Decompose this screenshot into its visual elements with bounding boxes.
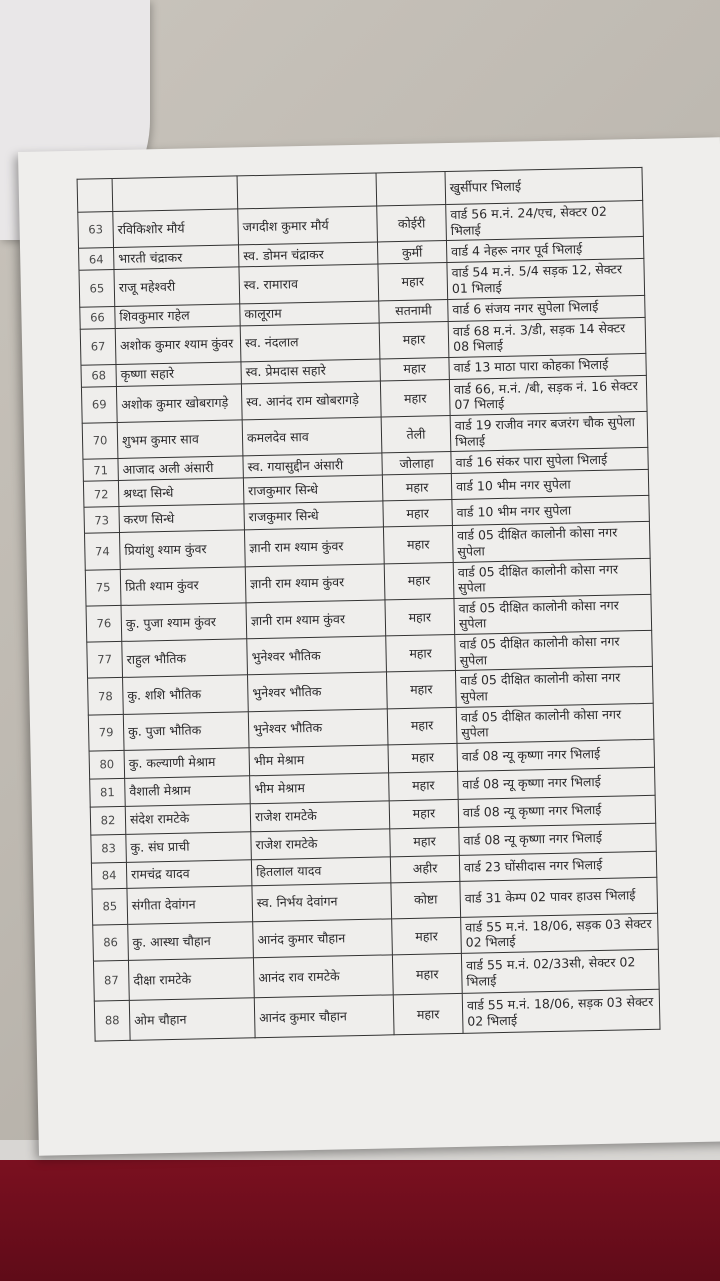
applicant-name-cell: भारती चंद्राकर [114, 245, 239, 270]
row-number-cell: 87 [93, 960, 129, 1001]
caste-cell: कोईरी [377, 205, 447, 243]
applicant-name-cell: कु. संघ प्राची [126, 832, 252, 863]
applicant-name-cell: दीक्षा रामटेके [128, 958, 254, 1001]
row-number-cell: 79 [88, 714, 124, 751]
father-name-cell: ज्ञानी राम श्याम कुंवर [245, 563, 385, 602]
resident-register-table [77, 167, 661, 1042]
desk-surface [0, 1160, 720, 1281]
applicant-name-cell: राजू महेश्वरी [114, 267, 240, 306]
caste-cell: जोलाहा [382, 452, 451, 475]
father-name-cell: स्व. डोमन चंद्राकर [238, 242, 377, 267]
row-number-cell: 63 [78, 212, 114, 249]
father-name-cell: स्व. प्रेमदास सहारे [241, 359, 380, 384]
father-name-cell: स्व. आनंद राम खोबरागड़े [241, 381, 381, 420]
father-name-cell: कालूराम [240, 300, 379, 325]
father-name-cell: राजकुमार सिन्धे [243, 475, 383, 504]
address-cell: वार्ड 05 दीक्षित कालोनी कोसा नगर सुपेला [454, 594, 652, 634]
address-cell: वार्ड 56 म.नं. 24/एच, सेक्टर 02 भिलाई [446, 200, 644, 240]
address-cell: वार्ड 05 दीक्षित कालोनी कोसा नगर सुपेला [455, 667, 653, 707]
caste-cell: महार [389, 771, 459, 800]
father-name-cell: जगदीश कुमार मौर्य [238, 206, 378, 245]
caste-cell: महार [380, 357, 449, 380]
father-name-cell: भुनेश्वर भौतिक [248, 672, 388, 711]
row-number-cell: 76 [86, 605, 122, 642]
caste-cell: तेली [381, 416, 451, 454]
caste-cell: महार [383, 526, 453, 564]
address-cell: वार्ड 05 दीक्षित कालोनी कोसा नगर सुपेला [455, 630, 653, 670]
applicant-name-cell: अशोक कुमार श्याम कुंवर [115, 325, 241, 364]
caste-cell: महार [392, 953, 462, 994]
address-cell: वार्ड 16 संकर पारा सुपेला भिलाई [451, 448, 648, 474]
address-cell: वार्ड 55 म.नं. 18/06, सड़क 03 सेक्टर 02 भिलाई [462, 989, 660, 1033]
header-caste-cell [376, 172, 446, 206]
header-address-cell: खुर्सीपार भिलाई [445, 167, 643, 204]
father-name-cell: आनंद कुमार चौहान [253, 919, 393, 958]
applicant-name-cell: प्रियांशु श्याम कुंवर [119, 530, 245, 569]
caste-cell: महार [386, 634, 456, 672]
row-number-cell: 72 [83, 481, 119, 508]
address-cell: वार्ड 6 संजय नगर सुपेला भिलाई [448, 295, 645, 321]
caste-cell: महार [385, 598, 455, 636]
applicant-name-cell: श्रध्दा सिन्धे [118, 478, 244, 507]
applicant-name-cell: रामचंद्र यादव [126, 860, 252, 889]
applicant-name-cell: शुभम कुमार साव [117, 420, 243, 459]
caste-cell: महार [383, 500, 453, 527]
caste-cell: महार [388, 743, 458, 772]
applicant-name-cell: आजाद अली अंसारी [118, 456, 243, 481]
address-cell: वार्ड 05 दीक्षित कालोनी कोसा नगर सुपेला [453, 558, 651, 598]
caste-cell: अहीर [390, 855, 460, 882]
address-cell: वार्ड 05 दीक्षित कालोनी कोसा नगर सुपेला [452, 522, 650, 562]
address-cell: वार्ड 31 केम्प 02 पावर हाउस भिलाई [460, 877, 658, 917]
address-cell: वार्ड 10 भीम नगर सुपेला [451, 470, 649, 500]
row-number-cell: 86 [93, 924, 129, 961]
address-cell: वार्ड 05 दीक्षित कालोनी कोसा नगर सुपेला [456, 703, 654, 743]
row-number-cell: 77 [87, 641, 123, 678]
father-name-cell: भीम मेश्राम [249, 745, 389, 776]
address-cell: वार्ड 23 घोंसीदास नगर भिलाई [459, 851, 657, 881]
applicant-name-cell: कु. शशि भौतिक [123, 675, 249, 714]
father-name-cell: स्व. नंदलाल [240, 322, 380, 361]
row-number-cell: 73 [84, 507, 120, 534]
father-name-cell: स्व. रामाराव [239, 264, 379, 303]
address-cell: वार्ड 55 म.नं. 02/33सी, सेक्टर 02 भिलाई [461, 949, 659, 993]
address-cell: वार्ड 66, म.नं. /बी, सड़क नं. 16 सेक्टर 07 भिलाई [449, 375, 647, 415]
caste-cell: कुर्मी [377, 241, 446, 264]
applicant-name-cell: वैशाली मेश्राम [125, 776, 251, 807]
father-name-cell: भीम मेश्राम [250, 773, 390, 804]
caste-cell: महार [389, 799, 459, 828]
address-cell: वार्ड 08 न्यू कृष्णा नगर भिलाई [458, 795, 656, 827]
caste-cell: महार [379, 321, 449, 359]
row-number-cell: 80 [89, 750, 125, 779]
row-number-cell: 78 [88, 678, 124, 715]
father-name-cell: भुनेश्वर भौतिक [247, 636, 387, 675]
father-name-cell: स्व. निर्भय देवांगन [252, 883, 392, 922]
row-number-cell: 68 [81, 364, 116, 387]
row-number-cell: 64 [79, 248, 114, 271]
caste-cell: महार [378, 263, 448, 301]
father-name-cell: भुनेश्वर भौतिक [248, 708, 388, 747]
row-number-cell: 82 [90, 806, 126, 835]
header-no-cell [77, 179, 113, 213]
caste-cell: महार [380, 379, 450, 417]
document-page [18, 137, 720, 1155]
father-name-cell: ज्ञानी राम श्याम कुंवर [244, 527, 384, 566]
row-number-cell: 85 [92, 888, 128, 925]
row-number-cell: 65 [79, 270, 115, 307]
header-father-cell [237, 173, 377, 209]
address-cell: वार्ड 08 न्यू कृष्णा नगर भिलाई [458, 767, 656, 799]
row-number-cell: 84 [91, 862, 127, 889]
father-name-cell: राजेश रामटेके [251, 829, 391, 860]
address-cell: वार्ड 08 न्यू कृष्णा नगर भिलाई [459, 823, 657, 855]
father-name-cell: राजेश रामटेके [250, 801, 390, 832]
applicant-name-cell: संदेश रामटेके [125, 804, 251, 835]
applicant-name-cell: शिवकुमार गहेल [115, 303, 240, 328]
address-cell: वार्ड 68 म.नं. 3/डी, सड़क 14 सेक्टर 08 भिलाई [448, 317, 646, 357]
applicant-name-cell: कु. पुजा भौतिक [123, 711, 249, 750]
row-number-cell: 75 [85, 569, 121, 606]
applicant-name-cell: ओम चौहान [129, 998, 255, 1041]
row-number-cell: 88 [94, 1000, 130, 1041]
father-name-cell: हितलाल यादव [251, 857, 391, 886]
father-name-cell: कमलदेव साव [242, 417, 382, 456]
father-name-cell: स्व. गयासुद्दीन अंसारी [243, 453, 382, 478]
applicant-name-cell: रविकिशोर मौर्य [113, 209, 239, 248]
row-number-cell: 70 [82, 422, 118, 459]
applicant-name-cell: कु. आस्था चौहान [128, 922, 254, 961]
row-number-cell: 71 [83, 459, 118, 482]
father-name-cell: आनंद राव रामटेके [253, 955, 393, 998]
applicant-name-cell: कु. कल्याणी मेश्राम [124, 748, 250, 779]
caste-cell: महार [387, 707, 457, 745]
caste-cell: महार [390, 827, 460, 856]
row-number-cell: 81 [90, 778, 126, 807]
applicant-name-cell: करण सिन्धे [119, 504, 245, 533]
father-name-cell: राजकुमार सिन्धे [244, 501, 384, 530]
row-number-cell: 66 [80, 306, 115, 329]
applicant-name-cell: संगीता देवांगन [127, 886, 253, 925]
applicant-name-cell: अशोक कुमार खोबरागड़े [116, 384, 242, 423]
row-number-cell: 69 [81, 386, 117, 423]
caste-cell: कोष्टा [391, 881, 461, 918]
address-cell: वार्ड 10 भीम नगर सुपेला [452, 496, 650, 526]
father-name-cell: ज्ञानी राम श्याम कुंवर [246, 600, 386, 639]
applicant-name-cell: कु. पुजा श्याम कुंवर [121, 603, 247, 642]
applicant-name-cell: राहुल भौतिक [122, 639, 248, 678]
address-cell: वार्ड 54 म.नं. 5/4 सड़क 12, सेक्टर 01 भिलाई [447, 259, 645, 299]
row-number-cell: 83 [91, 834, 127, 863]
applicant-name-cell: प्रिती श्याम कुंवर [120, 566, 246, 605]
caste-cell: महार [393, 993, 463, 1034]
caste-cell: महार [392, 917, 462, 955]
address-cell: वार्ड 4 नेहरू नगर पूर्व भिलाई [446, 237, 643, 263]
row-number-cell: 67 [80, 328, 116, 365]
father-name-cell: आनंद कुमार चौहान [254, 995, 394, 1038]
caste-cell: सतनामी [379, 299, 448, 322]
address-cell: वार्ड 13 माठा पारा कोहका भिलाई [449, 353, 646, 379]
address-cell: वार्ड 08 न्यू कृष्णा नगर भिलाई [457, 739, 655, 771]
row-number-cell: 74 [85, 533, 121, 570]
applicant-name-cell: कृष्णा सहारे [116, 362, 241, 387]
address-cell: वार्ड 55 म.नं. 18/06, सड़क 03 सेक्टर 02 भिलाई [461, 913, 659, 953]
caste-cell: महार [384, 562, 454, 600]
caste-cell: महार [386, 671, 456, 709]
caste-cell: महार [382, 474, 452, 501]
address-cell: वार्ड 19 राजीव नगर बजरंग चौक सुपेला भिलाई [450, 411, 648, 451]
header-name-cell [112, 176, 238, 212]
